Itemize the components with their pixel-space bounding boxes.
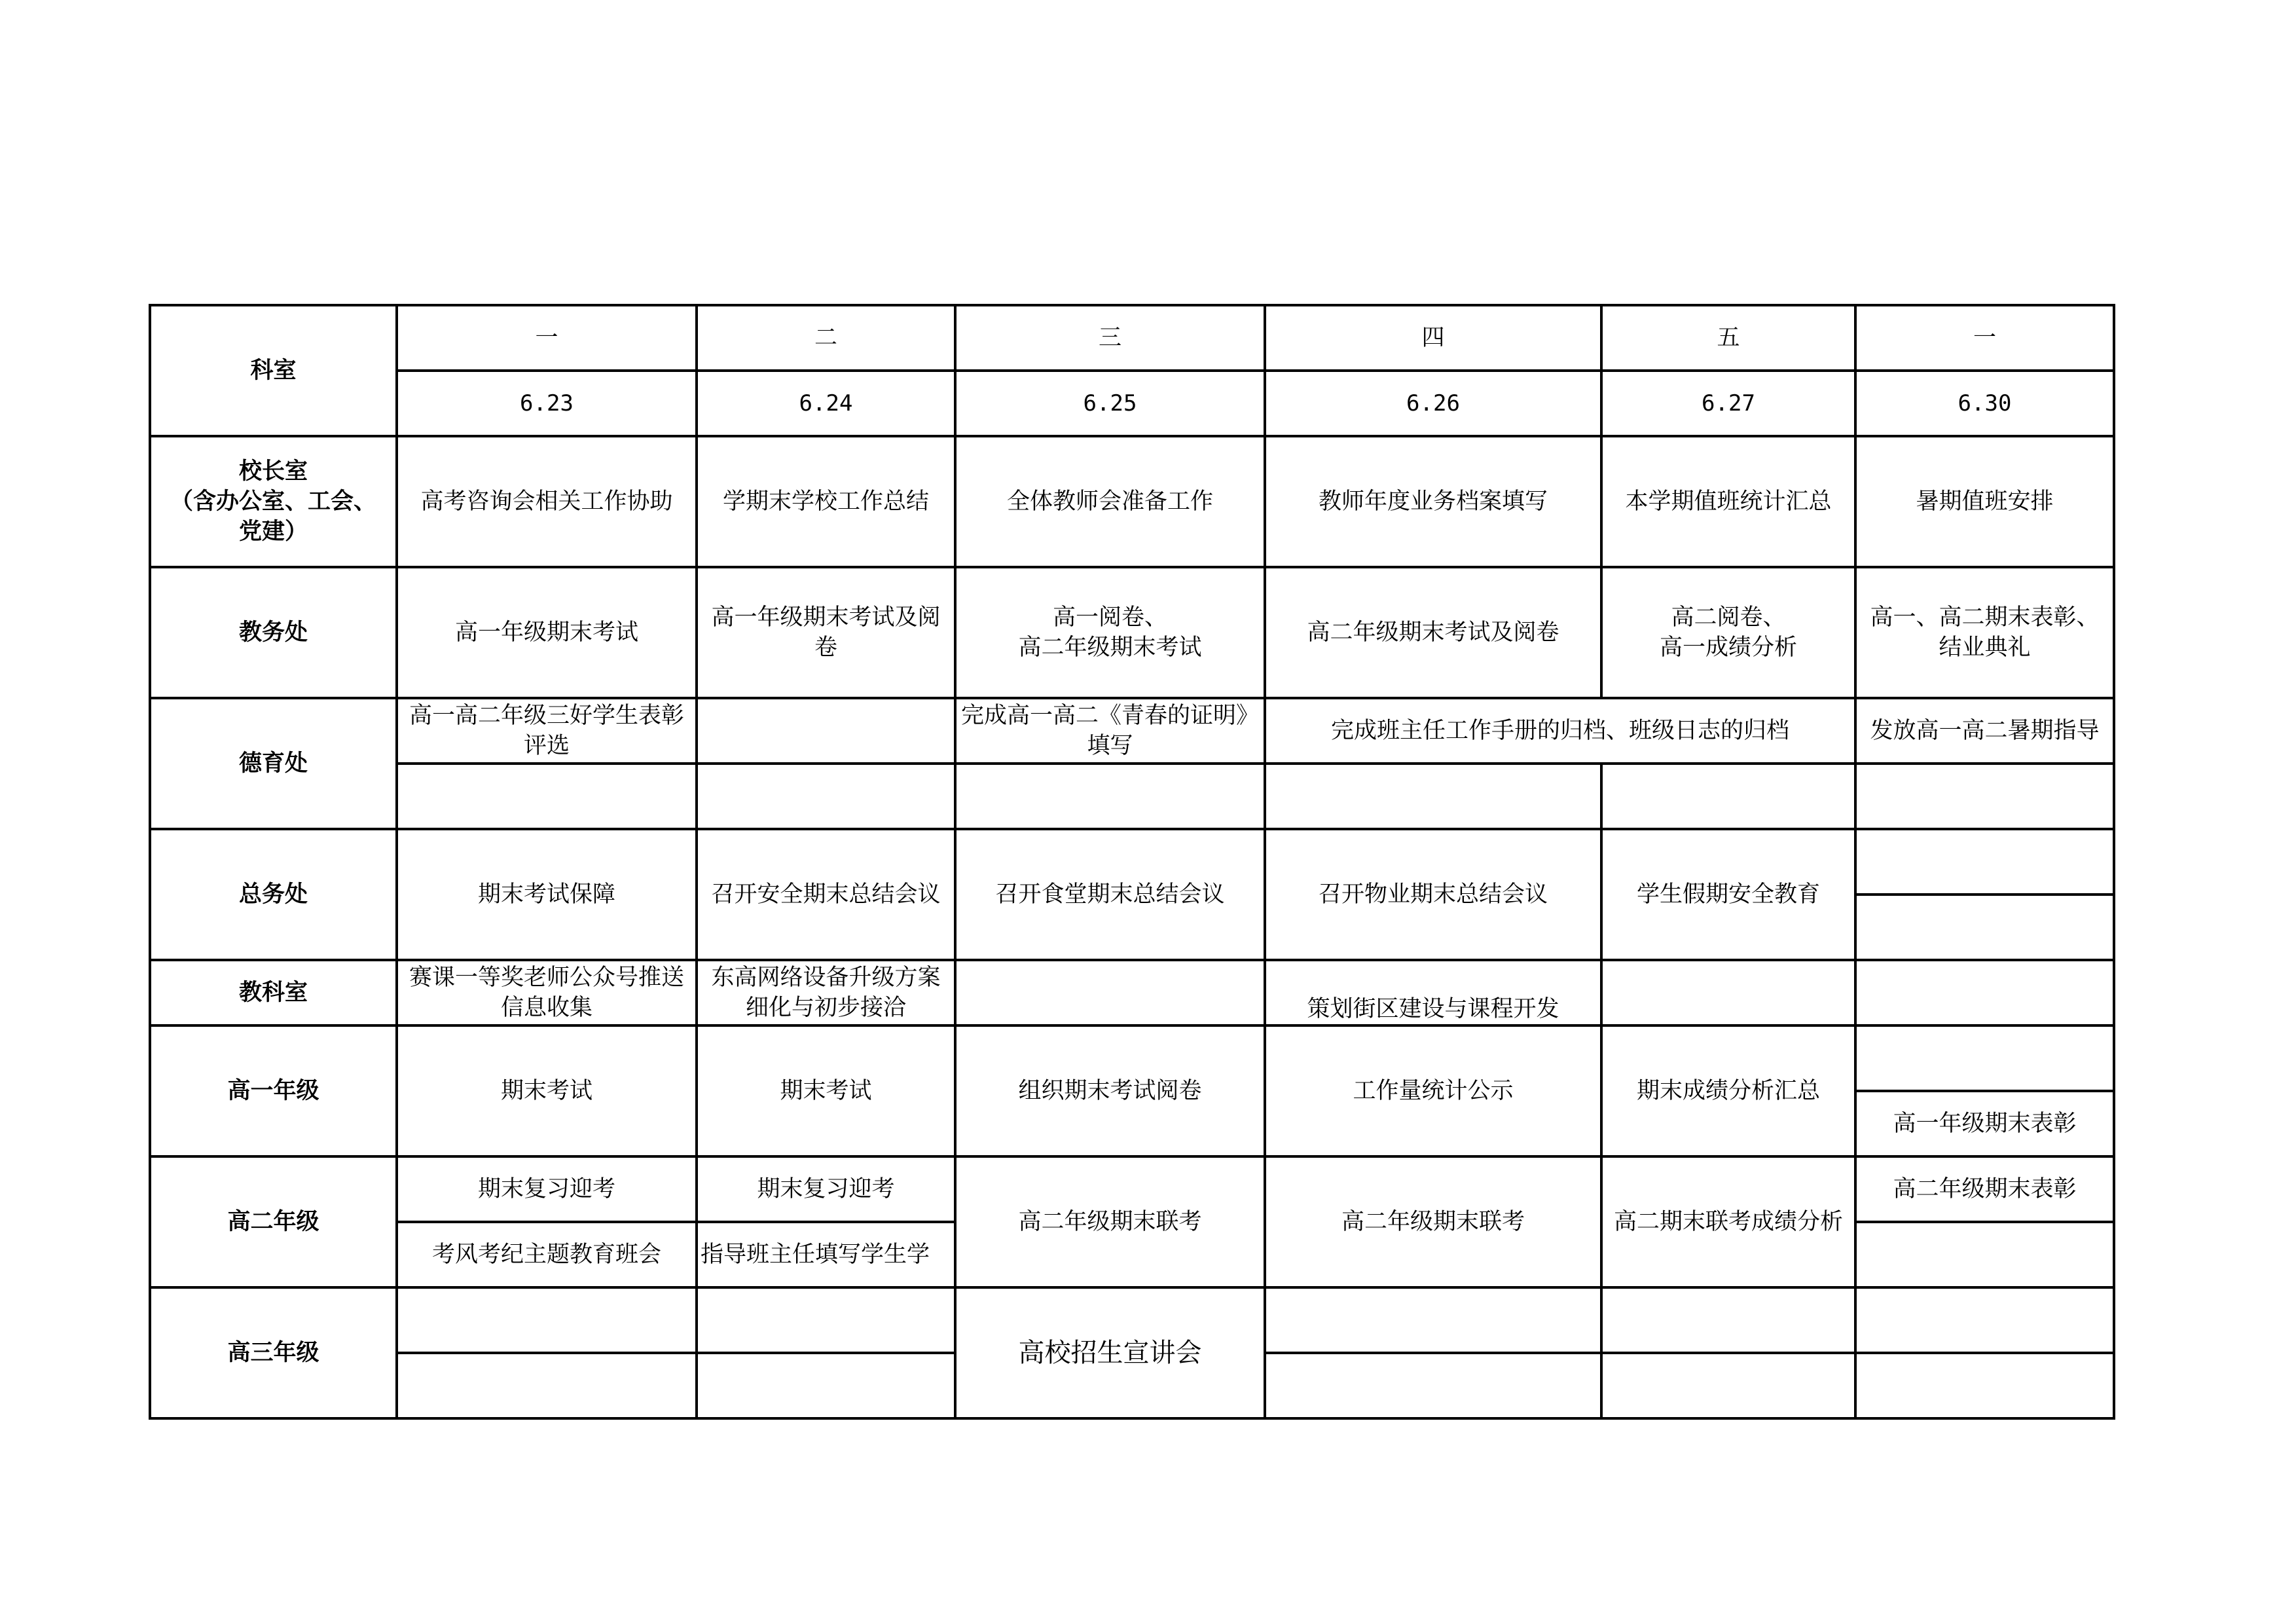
task-cell: 完成高一高二《青春的证明》填写 [955,698,1265,764]
task-cell: 高二年级期末表彰 [1855,1156,2114,1222]
task-cell: 暑期值班安排 [1855,436,2114,567]
task-cell: 召开食堂期末总结会议 [955,829,1265,960]
weekday-row [150,305,2114,371]
empty-cell [697,764,955,829]
task-cell: 期末成绩分析汇总 [1601,1025,1855,1156]
task-cell: 高校招生宣讲会 [955,1287,1265,1418]
task-cell [955,567,1265,698]
empty-cell [1855,1287,2114,1353]
task-text: 高二年级期末考试及阅卷 [1307,619,1559,646]
task-cell: 工作量统计公示 [1265,1025,1601,1156]
empty-cell [697,1287,955,1353]
grade-three-row [150,1287,2114,1353]
dept-label: 高二年级 [150,1156,397,1287]
dept-label: 德育处 [150,698,397,829]
task-cell: 召开安全期末总结会议 [697,829,955,960]
task-cell: 高一年级期末表彰 [1855,1091,2114,1156]
dept-label: 教务处 [150,567,397,698]
empty-cell [697,1353,955,1418]
dept-label-text: 校长室 （含办公室、工会、 党建） [170,458,376,545]
task-text: 高一、高二期末表彰、 结业典礼 [1870,604,2100,661]
task-text: 高一阅卷、 高二年级期末考试 [1018,604,1202,661]
grade-two-row [150,1156,2114,1222]
empty-cell [697,698,955,764]
dept-label: 总务处 [150,829,397,960]
empty-cell [1601,1353,1855,1418]
task-cell: 期末考试 [397,1025,697,1156]
task-cell: 高考咨询会相关工作协助 [397,436,697,567]
research-office-row [150,960,2114,1025]
empty-cell [397,1353,697,1418]
dept-label [150,436,397,567]
principal-office-row [150,436,2114,502]
empty-cell [1855,895,2114,960]
weekday-header: 一 [397,305,697,371]
empty-cell [1855,764,2114,829]
task-cell: 发放高一高二暑期指导 [1855,698,2114,764]
empty-cell [397,1287,697,1353]
weekday-header: 一 [1855,305,2114,371]
task-cell: 高二年级期末联考 [955,1156,1265,1287]
empty-cell [1855,829,2114,895]
empty-cell [1265,1287,1601,1353]
corner-header: 科室 [150,305,397,436]
empty-cell [1601,1287,1855,1353]
empty-cell [1265,1353,1601,1418]
empty-cell [955,960,1265,1025]
task-text: 高一年级期末考试 [454,619,638,646]
task-cell: 期末考试 [697,1025,955,1156]
empty-cell [1601,764,1855,829]
task-cell: 指导班主任填写学生学 [697,1222,955,1287]
task-cell [697,567,955,698]
task-cell: 赛课一等奖老师公众号推送信息收集 [397,960,697,1025]
task-cell [1265,567,1601,698]
task-cell: 教师年度业务档案填写 [1265,436,1601,567]
date-header: 6.30 [1855,371,2114,436]
date-header: 6.23 [397,371,697,436]
moral-education-row [150,698,2114,764]
empty-cell [1855,1025,2114,1091]
task-cell: 策划街区建设与课程开发 [1265,960,1601,1025]
task-cell: 高一高二年级三好学生表彰评选 [397,698,697,764]
moral-education-row-2 [150,764,2114,829]
empty-cell [1601,960,1855,1025]
empty-cell [1855,1222,2114,1287]
empty-cell [1265,764,1601,829]
task-cell: 学期末学校工作总结 [697,436,955,567]
task-cell: 期末考试保障 [397,829,697,960]
empty-cell [397,764,697,829]
weekday-header: 三 [955,305,1265,371]
dept-label: 高一年级 [150,1025,397,1156]
weekly-schedule-table [149,304,2115,1420]
task-cell: 高二年级期末联考 [1265,1156,1601,1287]
task-text: 高二阅卷、 高一成绩分析 [1659,604,1797,661]
task-cell: 学生假期安全教育 [1601,829,1855,960]
empty-cell [1855,1353,2114,1418]
task-text: 高一年级期末考试及阅卷 [711,604,941,661]
task-cell [1601,567,1855,698]
empty-cell [1855,960,2114,1025]
date-header: 6.26 [1265,371,1601,436]
date-header: 6.27 [1601,371,1855,436]
task-cell [397,567,697,698]
task-cell: 期末复习迎考 [397,1156,697,1222]
grade-one-row [150,1025,2114,1091]
dept-label: 教科室 [150,960,397,1025]
dept-label: 高三年级 [150,1287,397,1418]
task-cell: 召开物业期末总结会议 [1265,829,1601,960]
empty-cell [955,764,1265,829]
weekday-header: 五 [1601,305,1855,371]
weekday-header: 二 [697,305,955,371]
date-row [150,371,2114,436]
task-cell: 期末复习迎考 [697,1156,955,1222]
date-header: 6.25 [955,371,1265,436]
weekday-header: 四 [1265,305,1601,371]
date-header: 6.24 [697,371,955,436]
task-cell: 考风考纪主题教育班会 [397,1222,697,1287]
general-affairs-row [150,829,2114,895]
task-cell [1855,567,2114,698]
task-cell: 东高网络设备升级方案细化与初步接洽 [697,960,955,1025]
task-cell: 全体教师会准备工作 [955,436,1265,567]
task-cell: 高二期末联考成绩分析 [1601,1156,1855,1287]
task-cell: 本学期值班统计汇总 [1601,436,1855,567]
task-cell: 完成班主任工作手册的归档、班级日志的归档 [1265,698,1855,764]
task-cell: 组织期末考试阅卷 [955,1025,1265,1156]
academic-affairs-row [150,567,2114,633]
